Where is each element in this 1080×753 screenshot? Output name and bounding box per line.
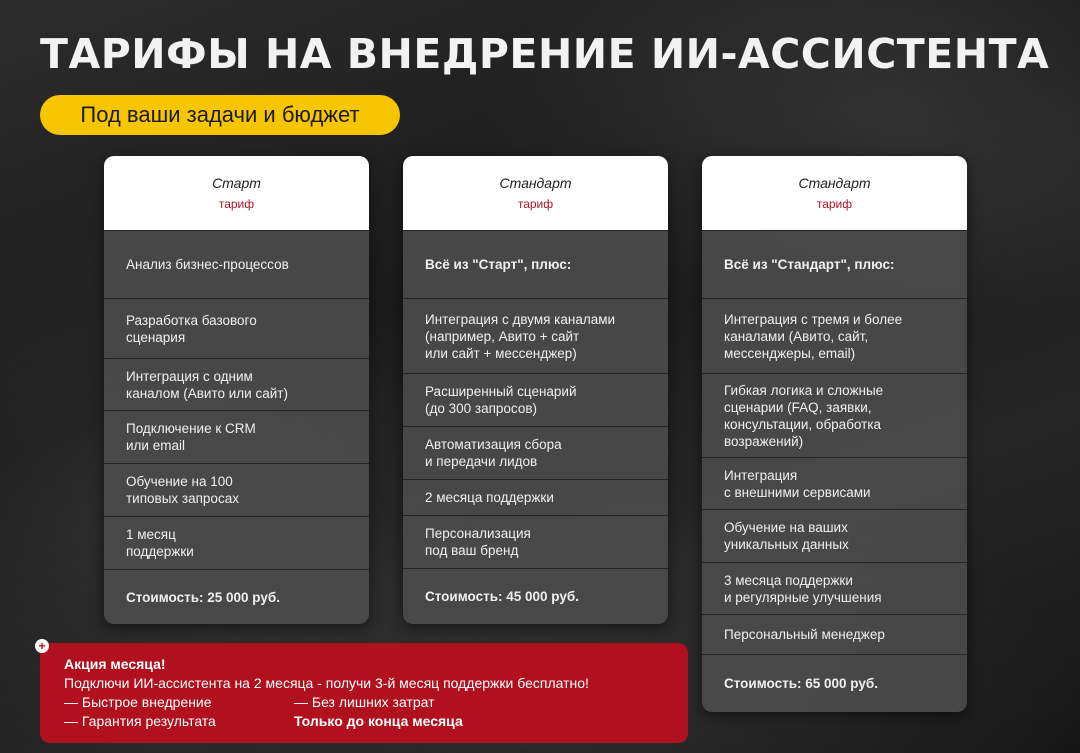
plan-feature: Обучение на ваших уникальных данных bbox=[702, 509, 967, 562]
promo-benefit: — Без лишних затрат bbox=[294, 694, 435, 710]
promo-banner bbox=[40, 643, 688, 743]
plan-name: Стандарт bbox=[499, 175, 572, 191]
promo-benefit: — Гарантия результата bbox=[64, 713, 216, 729]
plan-subtitle: тариф bbox=[517, 197, 554, 211]
plan-card-header bbox=[702, 156, 967, 230]
promo-column bbox=[294, 693, 463, 731]
plan-feature: Автоматизация сбора и передачи лидов bbox=[403, 426, 668, 479]
subtitle-badge: Под ваши задачи и бюджет bbox=[40, 95, 400, 135]
plan-feature: Персональный менеджер bbox=[702, 614, 967, 654]
plan-feature: 1 месяц поддержки bbox=[104, 516, 369, 569]
promo-benefit: — Быстрое внедрение bbox=[64, 694, 212, 710]
plan-feature: Подключение к CRM или email bbox=[104, 410, 369, 463]
promo-column bbox=[64, 693, 294, 731]
plan-name: Стандарт bbox=[798, 175, 871, 191]
page-title: ТАРИФЫ НА ВНЕДРЕНИЕ ИИ-АССИСТЕНТА bbox=[40, 30, 1050, 78]
plan-feature: Интеграция с одним каналом (Авито или сайт) bbox=[104, 358, 369, 410]
promo-text: Подключи ИИ-ассистента на 2 месяца - получи 3-й месяц поддержки бесплатно! bbox=[64, 675, 589, 691]
plan-subtitle: тариф bbox=[218, 197, 255, 211]
plan-feature: 3 месяца поддержки и регулярные улучшения bbox=[702, 562, 967, 614]
plan-name: Старт bbox=[212, 175, 261, 191]
plan-card-header bbox=[403, 156, 668, 230]
plan-price: Стоимость: 45 000 руб. bbox=[403, 568, 668, 624]
plan-card-standard bbox=[403, 156, 668, 624]
plus-icon: + bbox=[35, 639, 49, 653]
plan-card-premium bbox=[702, 156, 967, 712]
plan-feature: Всё из "Старт", плюс: bbox=[403, 230, 668, 298]
plan-feature: Интеграция с тремя и более каналами (Авито, сайт, мессенджеры, email) bbox=[702, 298, 967, 373]
plan-card-start bbox=[104, 156, 369, 624]
plan-feature: Интеграция с внешними сервисами bbox=[702, 457, 967, 509]
promo-benefits bbox=[64, 693, 664, 731]
plan-price: Стоимость: 25 000 руб. bbox=[104, 569, 369, 624]
plan-feature: Гибкая логика и сложные сценарии (FAQ, заявки, консультации, обработка возражений) bbox=[702, 373, 967, 457]
plan-feature: Расширенный сценарий (до 300 запросов) bbox=[403, 373, 668, 426]
promo-title: Акция месяца! bbox=[64, 656, 166, 672]
plan-feature: Всё из "Стандарт", плюс: bbox=[702, 230, 967, 298]
plan-card-header bbox=[104, 156, 369, 230]
plan-feature: Анализ бизнес-процессов bbox=[104, 230, 369, 298]
promo-deadline: Только до конца месяца bbox=[294, 713, 463, 729]
plan-feature: Персонализация под ваш бренд bbox=[403, 515, 668, 568]
plan-price: Стоимость: 65 000 руб. bbox=[702, 654, 967, 712]
plan-feature: Обучение на 100 типовых запросах bbox=[104, 463, 369, 516]
plan-feature: 2 месяца поддержки bbox=[403, 479, 668, 515]
plan-subtitle: тариф bbox=[816, 197, 853, 211]
plan-feature: Интеграция с двумя каналами (например, Авито + сайт или сайт + мессенджер) bbox=[403, 298, 668, 373]
plan-feature: Разработка базового сценария bbox=[104, 298, 369, 358]
